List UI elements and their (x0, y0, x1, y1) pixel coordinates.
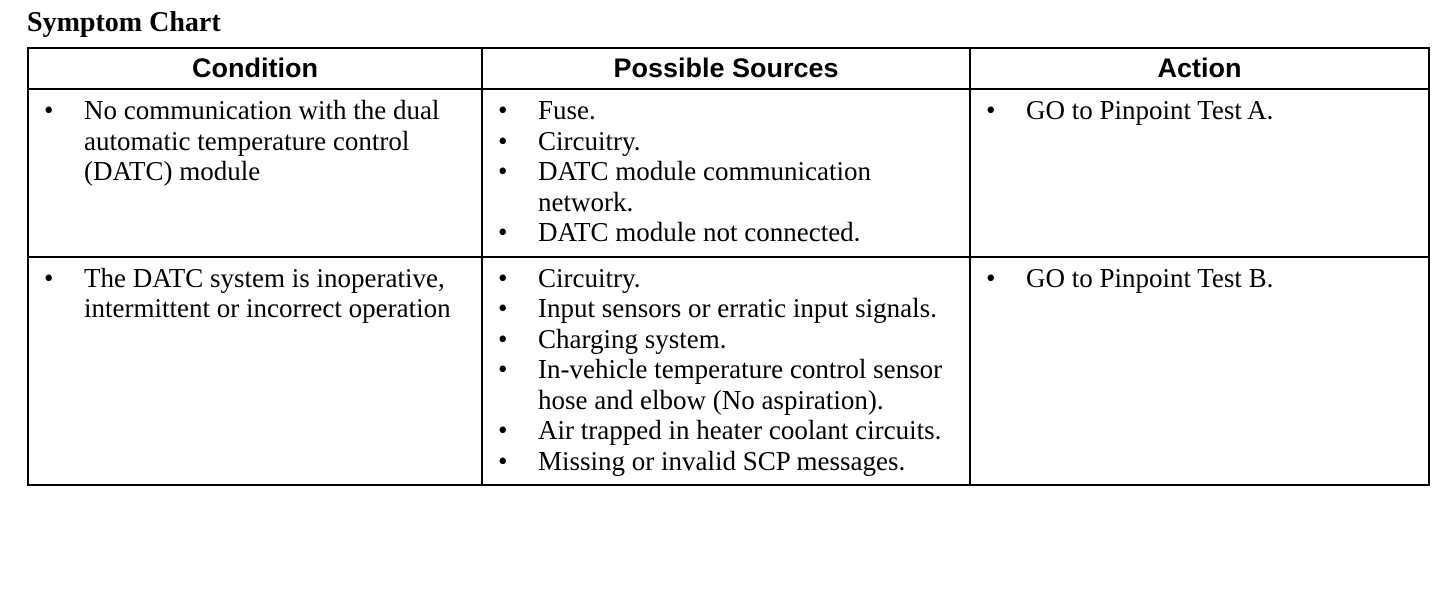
condition-list (37, 263, 473, 324)
list-item: • DATC module communication network. (491, 156, 961, 217)
sources-list (491, 95, 961, 248)
list-item: • In-vehicle temperature control sensor hose and elbow (No aspiration). (491, 354, 961, 415)
column-header-possible-sources: Possible Sources (482, 48, 970, 89)
list-item: • GO to Pinpoint Test A. (979, 95, 1420, 126)
table-header-row (28, 48, 1429, 89)
list-item: • Circuitry. (491, 126, 961, 157)
page-title: Symptom Chart (27, 7, 221, 38)
list-item: • Input sensors or erratic input signals. (491, 293, 961, 324)
possible-sources-cell (482, 257, 970, 486)
column-header-condition: Condition (28, 48, 482, 89)
action-cell (970, 89, 1429, 257)
table-row (28, 89, 1429, 257)
action-cell (970, 257, 1429, 486)
list-item: • DATC module not connected. (491, 217, 961, 248)
list-item: • Missing or invalid SCP messages. (491, 446, 961, 477)
list-item: • The DATC system is inoperative, intermittent or incorrect operation (37, 263, 473, 324)
list-item: • Circuitry. (491, 263, 961, 294)
symptom-chart-table (27, 47, 1430, 486)
sources-list (491, 263, 961, 477)
condition-cell (28, 257, 482, 486)
list-item: • Air trapped in heater coolant circuits. (491, 415, 961, 446)
possible-sources-cell (482, 89, 970, 257)
condition-list (37, 95, 473, 187)
condition-cell (28, 89, 482, 257)
action-list (979, 95, 1420, 126)
list-item: • No communication with the dual automatic temperature control (DATC) module (37, 95, 473, 187)
list-item: • GO to Pinpoint Test B. (979, 263, 1420, 294)
column-header-action: Action (970, 48, 1429, 89)
list-item: • Fuse. (491, 95, 961, 126)
action-list (979, 263, 1420, 294)
table-row (28, 257, 1429, 486)
list-item: • Charging system. (491, 324, 961, 355)
